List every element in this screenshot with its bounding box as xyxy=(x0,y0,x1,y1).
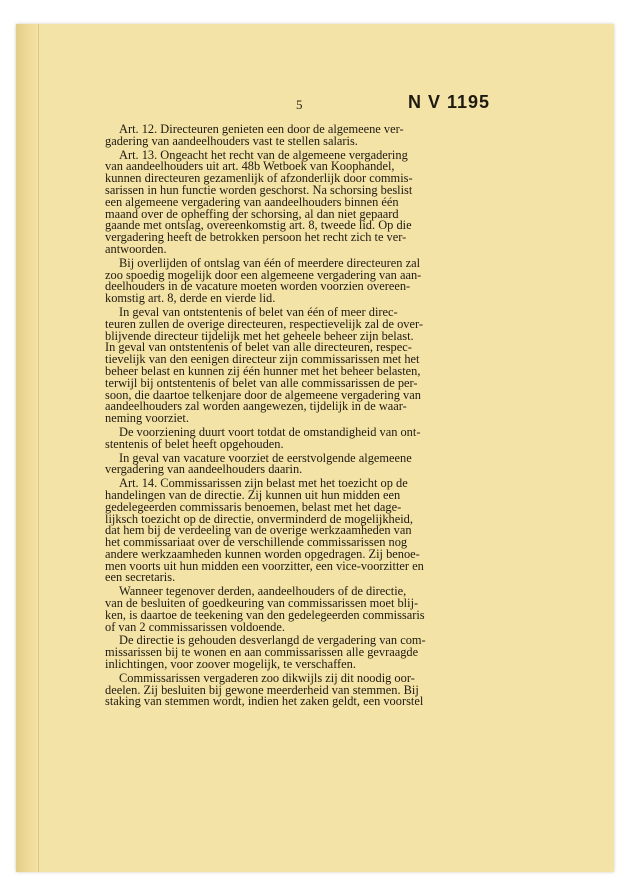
text-line: ken, is daartoe de teekening van den gedelegeerden commissaris xyxy=(105,607,425,622)
paragraph xyxy=(105,670,497,709)
text-line: aandeelhouders zal worden aangewezen, tijdelijk in de waar- xyxy=(105,399,407,414)
text-line: gaande met ontslag, overeenkomstig art. 8, tweede lid. Op die xyxy=(105,218,412,233)
text-line: dat hem bij de verdeeling van de overige werkzaamheden van xyxy=(105,523,412,538)
paragraph xyxy=(105,450,497,477)
text-line: Bij overlijden of ontslag van één of meerdere directeuren zal xyxy=(119,255,421,270)
text-line: Art. 14. Commissarissen zijn belast met het toezicht op de xyxy=(119,476,408,491)
paragraph xyxy=(105,304,497,426)
text-line: maand over de opheffing der schorsing, al dan niet gepaard xyxy=(105,206,399,221)
page-number: 5 xyxy=(296,97,303,112)
text-line: Wanneer tegenover derden, aandeelhouders of de directie, xyxy=(119,584,407,599)
text-line: een algemeene vergadering van aandeelhouders binnen één xyxy=(105,194,399,209)
text-line: van aandeelhouders uit art. 48b Wetboek van Koophandel, xyxy=(105,159,395,174)
text-line: Art. 12. Directeuren genieten een door de algemeene ver- xyxy=(119,122,404,136)
text-line: In geval van ontstentenis of belet van één of meer direc- xyxy=(119,304,398,319)
text-line: komstig art. 8, derde en vierde lid. xyxy=(105,291,276,306)
text-line: Art. 13. Ongeacht het recht van de algemeene vergadering xyxy=(119,147,408,162)
text-line: vergadering van aandeelhouders daarin. xyxy=(105,462,303,477)
binding-spine xyxy=(16,24,39,872)
text-line: van de besluiten of goedkeuring van commissarissen moet blij- xyxy=(105,596,419,611)
paragraph xyxy=(105,124,497,148)
text-line: vergadering heeft de betrokken persoon het recht zich te ver- xyxy=(105,230,407,245)
text-line: neming voorziet. xyxy=(105,411,189,426)
text-line: De voorziening duurt voort totdat de omstandigheid van ont- xyxy=(119,424,421,439)
text-line: De directie is gehouden desverlangd de vergadering van com- xyxy=(119,633,426,648)
paragraph xyxy=(105,255,497,306)
text-line: zoo spoedig mogelijk door een algemeene vergadering van aan- xyxy=(105,267,422,282)
paragraph xyxy=(105,424,497,451)
text-line: sarissen in hun functie worden geschorst. Na schorsing beslist xyxy=(105,182,413,197)
text-line: een secretaris. xyxy=(105,570,176,585)
text-line: missarissen bij te wonen en aan commissarissen alle gevraagde xyxy=(105,645,419,660)
text-line: antwoorden. xyxy=(105,241,167,256)
text-line: andere werkzaamheden kunnen worden opgedragen. Zij benoe- xyxy=(105,546,420,561)
text-line: Commissarissen vergaderen zoo dikwijls zij dit noodig oor- xyxy=(119,670,415,685)
paragraph xyxy=(105,635,497,670)
text-line: beheer belast en kunnen zij één hunner met het beheer belasten, xyxy=(105,363,421,378)
text-line: lijksch toezicht op de directie, onverminderd de mogelijkheid, xyxy=(105,511,413,526)
text-line: teuren zullen de overige directeuren, respectievelijk zal de over- xyxy=(105,316,423,331)
text-line: gadering van aandeelhouders vast te stellen salaris. xyxy=(105,133,358,148)
text-line: In geval van ontstentenis of belet van alle directeuren, respec- xyxy=(105,340,412,355)
text-line: kunnen directeuren gezamenlijk of afzonderlijk door commis- xyxy=(105,171,413,186)
text-line: het commissariaat over de verschillende commissarissen nog xyxy=(105,535,408,550)
text-line: stentenis of belet heeft opgehouden. xyxy=(105,436,284,451)
text-line: inlichtingen, voor zoover mogelijk, te verschaffen. xyxy=(105,657,356,672)
text-line: In geval van vacature voorziet de eerstvolgende algemeene xyxy=(119,450,412,465)
document-code: N V 1195 xyxy=(408,92,491,112)
paragraph xyxy=(105,478,497,584)
body-text xyxy=(105,124,497,710)
text-line: deelhouders in de vacature moeten worden voorzien overeen- xyxy=(105,279,411,294)
text-line: handelingen van de directie. Zij kunnen uit hun midden een xyxy=(105,487,401,502)
paragraph xyxy=(105,147,497,256)
text-line: tievelijk van den eenigen directeur zijn commissarissen met het xyxy=(105,352,420,367)
text-line: staking van stemmen wordt, indien het zaken geldt, een voorstel xyxy=(105,694,424,709)
text-line: terwijl bij ontstentenis of belet van alle commissarissen de per- xyxy=(105,375,418,390)
text-line: deelen. Zij besluiten bij gewone meerderheid van stemmen. Bij xyxy=(105,682,419,697)
text-line: of van 2 commissarissen voldoende. xyxy=(105,619,285,634)
text-line: gedelegeerden commissaris benoemen, belast met het dage- xyxy=(105,499,402,514)
paragraph xyxy=(105,586,497,633)
text-line: men voorts uit hun midden een voorzitter, een vice-voorzitter en xyxy=(105,558,424,573)
text-line: blijvende directeur tijdelijk met het geheele beheer zijn belast. xyxy=(105,328,414,343)
text-line: soon, die daartoe telkenjare door de algemeene vergadering van xyxy=(105,387,421,402)
